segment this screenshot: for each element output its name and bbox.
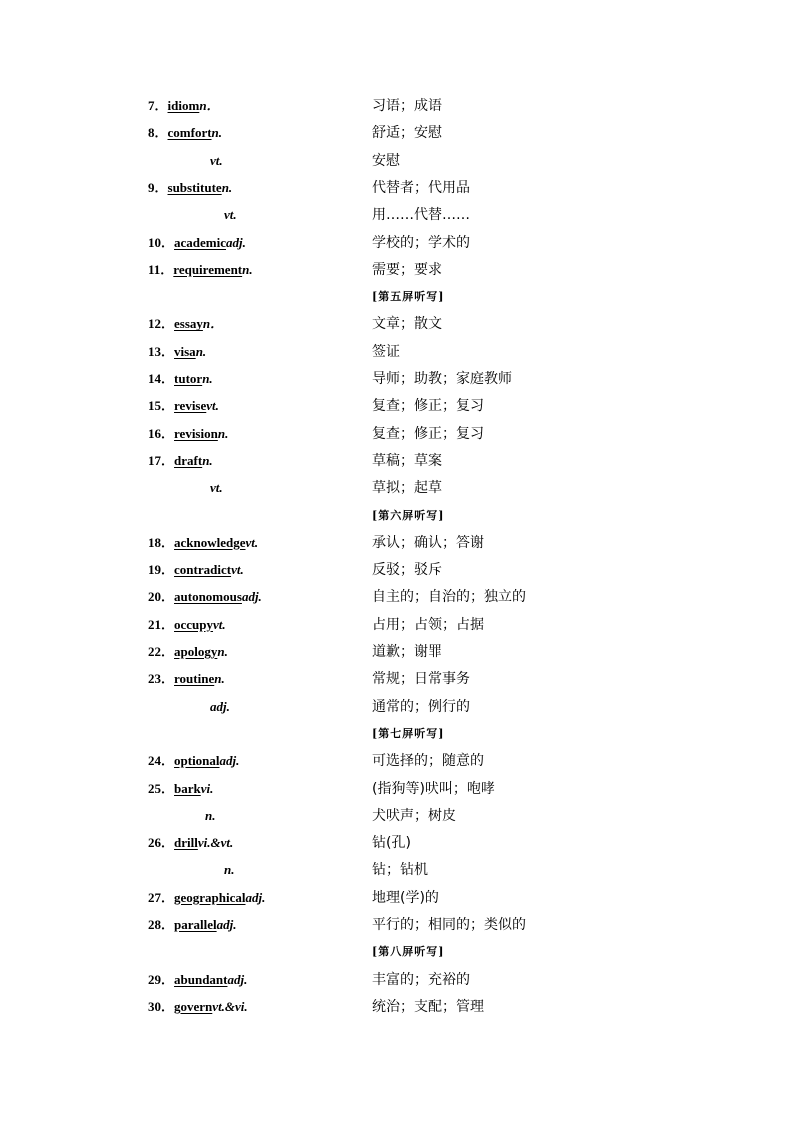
section-heading-row	[0, 942, 794, 969]
vocab-entry-continuation	[0, 151, 794, 178]
vocab-word: parallel	[174, 917, 217, 932]
part-of-speech: vi.&vt.	[197, 835, 234, 851]
entry-number-and-word	[148, 751, 239, 771]
part-of-speech: vt.	[231, 562, 244, 578]
entry-number: 23．	[148, 671, 175, 687]
entry-number: 29．	[148, 971, 175, 987]
entry-number: 12．	[148, 316, 175, 332]
chinese-meaning: 代替者；代用品	[372, 179, 470, 196]
entry-number-and-word	[148, 642, 228, 662]
entry-number: 21．	[148, 616, 175, 632]
vocab-word: substitute	[167, 179, 222, 195]
chinese-meaning: 复查；修正；复习	[372, 425, 484, 442]
part-of-speech: adj.	[216, 917, 237, 932]
vocab-word: abundant	[174, 971, 228, 987]
entry-number-and-word	[148, 915, 237, 935]
vocab-entry	[0, 669, 794, 696]
chinese-meaning: 习语；成语	[372, 98, 442, 114]
chinese-meaning: 导师；助教；家庭教师	[372, 371, 512, 387]
chinese-meaning: 文章；散文	[372, 316, 442, 333]
vocab-word: bark	[174, 780, 201, 796]
vocab-entry	[0, 560, 794, 587]
chinese-meaning: 统治；支配；管理	[372, 998, 484, 1015]
vocab-entry	[0, 123, 794, 150]
entry-number-and-word	[148, 396, 219, 416]
chinese-meaning: 舒适；安慰	[372, 125, 442, 142]
vocab-word: essay	[174, 316, 203, 332]
part-of-speech: adj.	[227, 971, 248, 987]
section-heading-row	[0, 724, 794, 751]
entry-number: 22．	[148, 644, 175, 659]
part-of-speech: n．	[199, 98, 220, 113]
entry-number: 25．	[148, 780, 175, 796]
entry-number: 24．	[148, 753, 175, 769]
vocab-entry	[0, 615, 794, 642]
vocab-word: visa	[174, 343, 196, 359]
part-of-speech: n.	[202, 452, 213, 468]
vocab-entry	[0, 751, 794, 778]
vocab-word: draft	[174, 452, 203, 468]
vocab-word: academic	[174, 234, 226, 250]
entry-number-and-word	[148, 997, 248, 1017]
entry-number: 14．	[148, 371, 175, 386]
vocab-word: tutor	[174, 371, 203, 386]
vocab-entry-continuation	[0, 478, 794, 505]
entry-number: 28．	[148, 917, 175, 932]
vocab-word: revise	[174, 398, 207, 414]
chinese-meaning: 签证	[372, 343, 400, 360]
vocab-entry	[0, 888, 794, 915]
part-of-speech: n.	[242, 261, 253, 277]
chinese-meaning: 可选择的；随意的	[372, 753, 484, 770]
chinese-meaning: 常规；日常事务	[372, 671, 470, 688]
vocab-word: geographical	[174, 889, 246, 905]
part-of-speech: n.	[221, 179, 233, 195]
vocab-word: apology	[174, 644, 218, 659]
vocab-word: drill	[174, 835, 198, 851]
entry-number-and-word	[148, 615, 226, 635]
vocab-entry	[0, 314, 794, 341]
chinese-meaning: 用……代替……	[372, 207, 470, 224]
vocab-word: acknowledge	[174, 534, 246, 550]
chinese-meaning: 承认；确认；答谢	[372, 534, 484, 551]
chinese-meaning: 复查；修正；复习	[372, 398, 484, 415]
vocab-entry	[0, 997, 794, 1024]
section-heading: [第五屏听写]	[372, 290, 445, 304]
vocab-entry	[0, 178, 794, 205]
vocab-word: autonomous	[174, 589, 242, 605]
entry-number-and-word	[148, 123, 222, 143]
chinese-meaning: 草稿；草案	[372, 452, 442, 469]
part-of-speech: vt.&vi.	[212, 998, 248, 1014]
vocab-entry	[0, 424, 794, 451]
part-of-speech: n.	[202, 371, 213, 386]
vocab-word: occupy	[174, 616, 214, 632]
entry-number-and-word	[148, 970, 247, 990]
entry-number: 19．	[148, 562, 175, 578]
part-of-speech: n.	[214, 671, 225, 687]
entry-number-and-word	[148, 342, 206, 362]
vocab-word: contradict	[174, 562, 232, 578]
vocab-word: requirement	[173, 261, 243, 277]
entry-number-and-word	[148, 369, 213, 389]
entry-number-and-word	[148, 96, 220, 116]
vocab-entry-continuation	[0, 806, 794, 833]
vocab-word: routine	[174, 671, 215, 687]
entry-number-and-word	[148, 233, 246, 253]
entry-number-and-word	[148, 888, 265, 908]
vocab-entry	[0, 342, 794, 369]
part-of-speech: vt.	[210, 152, 223, 168]
chinese-meaning: 占用；占领；占据	[372, 616, 484, 633]
chinese-meaning: 草拟；起草	[372, 480, 442, 497]
vocab-entry	[0, 369, 794, 396]
part-of-speech: vi.	[200, 780, 214, 796]
entry-number: 10．	[148, 234, 175, 250]
chinese-meaning: 自主的；自治的；独立的	[372, 589, 526, 606]
entry-number: 16．	[148, 425, 175, 441]
part-of-speech: n．	[202, 316, 224, 332]
vocab-entry	[0, 96, 794, 123]
entry-number-and-word	[148, 560, 244, 580]
vocab-entry	[0, 587, 794, 614]
entry-number: 13．	[148, 343, 175, 359]
part-of-speech: vt.	[210, 480, 223, 496]
part-of-speech: adj.	[210, 698, 230, 714]
entry-number: 17．	[148, 452, 175, 468]
entry-number: 20．	[148, 589, 175, 605]
chinese-meaning: 地理(学)的	[372, 889, 439, 906]
vocab-word: comfort	[167, 125, 212, 141]
entry-number-and-word	[148, 178, 232, 198]
entry-number: 9．	[148, 179, 168, 195]
vocab-entry-continuation	[0, 860, 794, 887]
entry-number-and-word	[148, 451, 213, 471]
part-of-speech: vt.	[206, 398, 219, 414]
chinese-meaning: 安慰	[372, 152, 400, 169]
chinese-meaning: 钻(孔)	[372, 835, 411, 852]
part-of-speech: adj.	[226, 234, 246, 250]
chinese-meaning: 道歉；谢罪	[372, 644, 442, 660]
section-heading-row	[0, 287, 794, 314]
vocab-word: revision	[174, 425, 218, 441]
section-heading-row	[0, 506, 794, 533]
part-of-speech: vt.	[245, 534, 259, 550]
vocab-entry	[0, 451, 794, 478]
section-heading: [第六屏听写]	[372, 508, 445, 522]
entry-number: 30．	[148, 998, 175, 1014]
vocab-entry	[0, 396, 794, 423]
chinese-meaning: (指狗等)吠叫；咆哮	[372, 780, 495, 797]
chinese-meaning: 平行的；相同的；类似的	[372, 917, 526, 933]
entry-number-and-word	[148, 833, 233, 853]
vocab-entry	[0, 779, 794, 806]
vocab-entry-continuation	[0, 205, 794, 232]
part-of-speech: adj.	[245, 889, 266, 905]
chinese-meaning: 钻；钻机	[372, 862, 428, 879]
entry-number: 8．	[148, 125, 168, 141]
entry-number-and-word	[148, 587, 262, 607]
chinese-meaning: 学校的；学术的	[372, 234, 470, 251]
entry-number-and-word	[148, 779, 213, 799]
entry-number: 26．	[148, 835, 175, 851]
entry-number: 15．	[148, 398, 175, 414]
entry-number-and-word	[148, 314, 223, 334]
entry-number: 7．	[148, 98, 168, 113]
part-of-speech: vt.	[224, 207, 237, 223]
vocab-entry	[0, 970, 794, 997]
vocab-entry	[0, 915, 794, 942]
section-heading: [第八屏听写]	[372, 945, 445, 959]
chinese-meaning: 丰富的；充裕的	[372, 971, 470, 988]
entry-number-and-word	[148, 260, 253, 280]
entry-number: 27．	[148, 889, 175, 905]
chinese-meaning: 反驳；驳斥	[372, 562, 442, 579]
part-of-speech: n.	[217, 425, 229, 441]
entry-number: 18．	[148, 534, 175, 550]
vocab-word: idiom	[167, 98, 200, 113]
vocab-word: govern	[174, 998, 213, 1014]
vocab-entry	[0, 260, 794, 287]
part-of-speech: adj.	[219, 753, 240, 769]
part-of-speech: n.	[205, 807, 216, 823]
part-of-speech: vt.	[213, 616, 226, 632]
entry-number-and-word	[148, 424, 228, 444]
part-of-speech: n.	[211, 125, 223, 141]
chinese-meaning: 需要；要求	[372, 261, 442, 278]
part-of-speech: n.	[217, 644, 228, 659]
entry-number-and-word	[148, 669, 225, 689]
vocab-entry	[0, 533, 794, 560]
vocab-entry	[0, 642, 794, 669]
chinese-meaning: 犬吠声；树皮	[372, 807, 456, 824]
vocab-entry-continuation	[0, 697, 794, 724]
vocab-entry	[0, 233, 794, 260]
entry-number: 11．	[148, 261, 174, 277]
part-of-speech: n.	[224, 862, 235, 878]
part-of-speech: adj.	[241, 589, 262, 605]
entry-number-and-word	[148, 533, 258, 553]
vocab-word: optional	[174, 753, 220, 769]
part-of-speech: n.	[195, 343, 207, 359]
vocab-entry	[0, 833, 794, 860]
chinese-meaning: 通常的；例行的	[372, 698, 470, 715]
section-heading: [第七屏听写]	[372, 726, 445, 740]
